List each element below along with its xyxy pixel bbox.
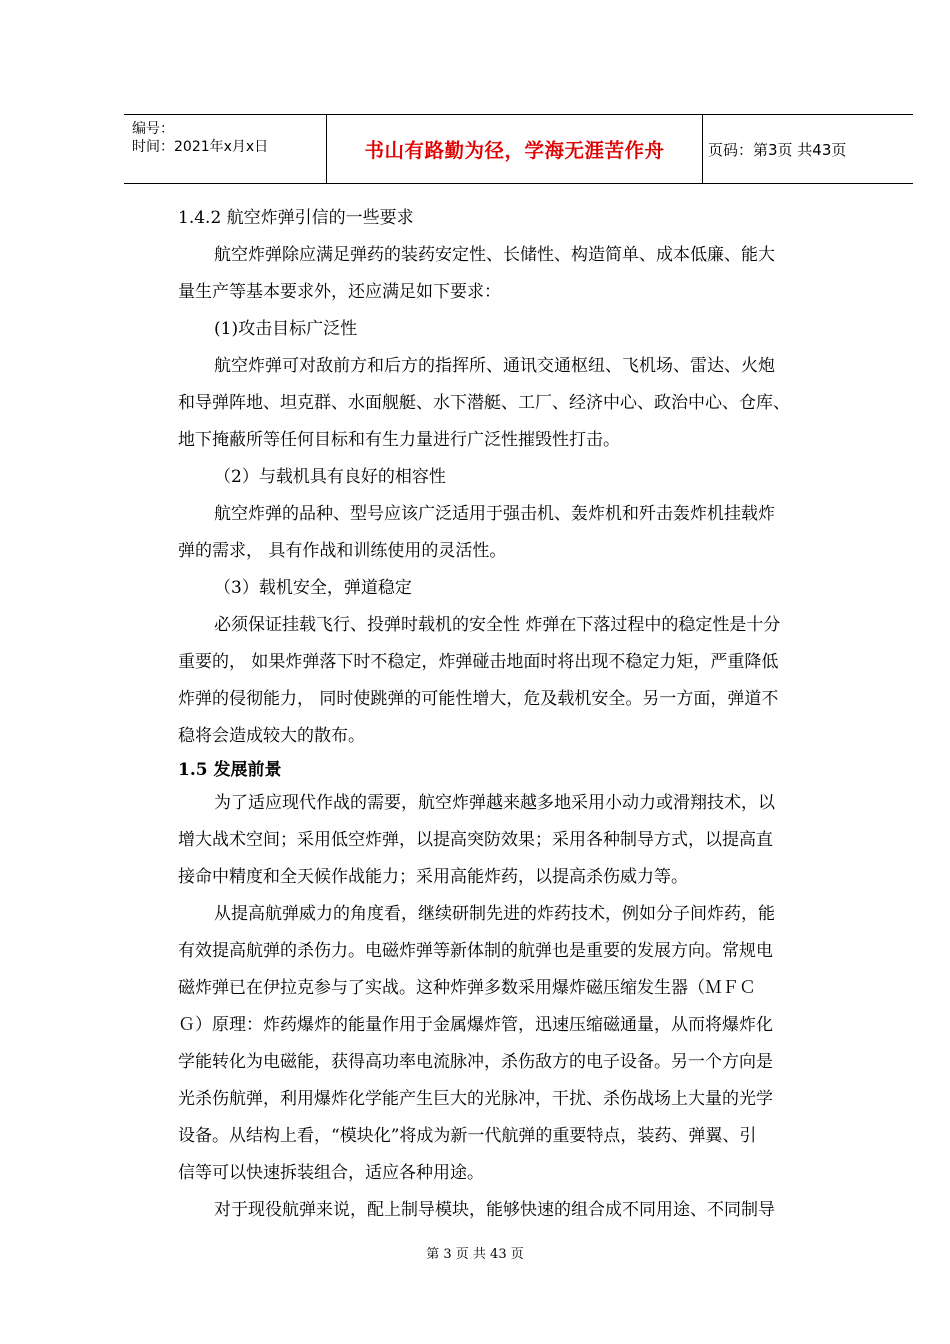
text-line: 光杀伤航弹，利用爆炸化学能产生巨大的光脉冲，干扰、杀伤战场上大量的光学 [178, 1089, 773, 1109]
text-line: 炸弹的侵彻能力， 同时使跳弹的可能性增大，危及载机安全。另一方面，弹道不 [178, 689, 779, 709]
text-line: （3）载机安全，弹道稳定 [214, 578, 412, 598]
text-line: 航空炸弹除应满足弹药的装药安定性、长储性、构造简单、成本低廉、能大 [214, 245, 775, 265]
text-line: Ｇ）原理：炸药爆炸的能量作用于金属爆炸管，迅速压缩磁通量，从而将爆炸化 [178, 1015, 773, 1035]
text-line: 地下掩蔽所等任何目标和有生力量进行广泛性摧毁性打击。 [178, 430, 620, 450]
text-line: 稳将会造成较大的散布。 [178, 726, 365, 746]
text-line: 航空炸弹可对敌前方和后方的指挥所、通讯交通枢纽、飞机场、雷达、火炮 [214, 356, 775, 376]
document-body [178, 200, 868, 1229]
text-line: 航空炸弹的品种、型号应该广泛适用于强击机、轰炸机和歼击轰炸机挂载炸 [214, 504, 775, 524]
text-line: 对于现役航弹来说，配上制导模块，能够快速的组合成不同用途、不同制导 [214, 1200, 775, 1220]
header-page-cell [702, 115, 913, 183]
time-label: 时间：2021年x月x日 [132, 139, 269, 155]
section-heading: 1.5 发展前景 [178, 760, 282, 780]
page-footer: 第 3 页 共 43 页 [426, 1247, 524, 1262]
text-line: 学能转化为电磁能，获得高功率电流脉冲，杀伤敌方的电子设备。另一个方向是 [178, 1052, 773, 1072]
text-line: 必须保证挂载飞行、投弹时载机的安全性 炸弹在下落过程中的稳定性是十分 [214, 615, 781, 635]
text-line: 和导弹阵地、坦克群、水面舰艇、水下潜艇、工厂、经济中心、政治中心、仓库、 [178, 393, 790, 413]
text-line: 信等可以快速拆装组合，适应各种用途。 [178, 1163, 484, 1183]
text-line: 接命中精度和全天候作战能力；采用高能炸药，以提高杀伤威力等。 [178, 867, 688, 887]
header-motto-cell [326, 115, 703, 183]
text-line: 1.4.2 航空炸弹引信的一些要求 [178, 208, 414, 228]
motto-text: 书山有路勤为径，学海无涯苦作舟 [364, 139, 665, 162]
text-line: 重要的， 如果炸弹落下时不稳定，炸弹碰击地面时将出现不稳定力矩，严重降低 [178, 652, 779, 672]
text-line: 弹的需求， 具有作战和训练使用的灵活性。 [178, 541, 507, 561]
header-meta [124, 115, 326, 183]
text-line: 有效提高航弹的杀伤力。电磁炸弹等新体制的航弹也是重要的发展方向。常规电 [178, 941, 773, 961]
text-line: 磁炸弹已在伊拉克参与了实战。这种炸弹多数采用爆炸磁压缩发生器（ＭＦＣ [178, 978, 756, 998]
text-line: 为了适应现代作战的需要，航空炸弹越来越多地采用小动力或滑翔技术，以 [214, 793, 775, 813]
text-line: 设备。从结构上看，“模块化”将成为新一代航弹的重要特点，装药、弹翼、引 [178, 1126, 757, 1146]
page-label: 页码：第3页 共43页 [708, 140, 847, 159]
text-line: 量生产等基本要求外，还应满足如下要求： [178, 282, 501, 302]
text-line: 增大战术空间；采用低空炸弹，以提高突防效果；采用各种制导方式，以提高直 [178, 830, 773, 850]
page-header [124, 114, 913, 184]
text-line: (1)攻击目标广泛性 [214, 319, 358, 339]
text-line: 从提高航弹威力的角度看，继续研制先进的炸药技术，例如分子间炸药，能 [214, 904, 775, 924]
number-label: 编号： [132, 121, 174, 137]
text-line: （2）与载机具有良好的相容性 [214, 467, 446, 487]
